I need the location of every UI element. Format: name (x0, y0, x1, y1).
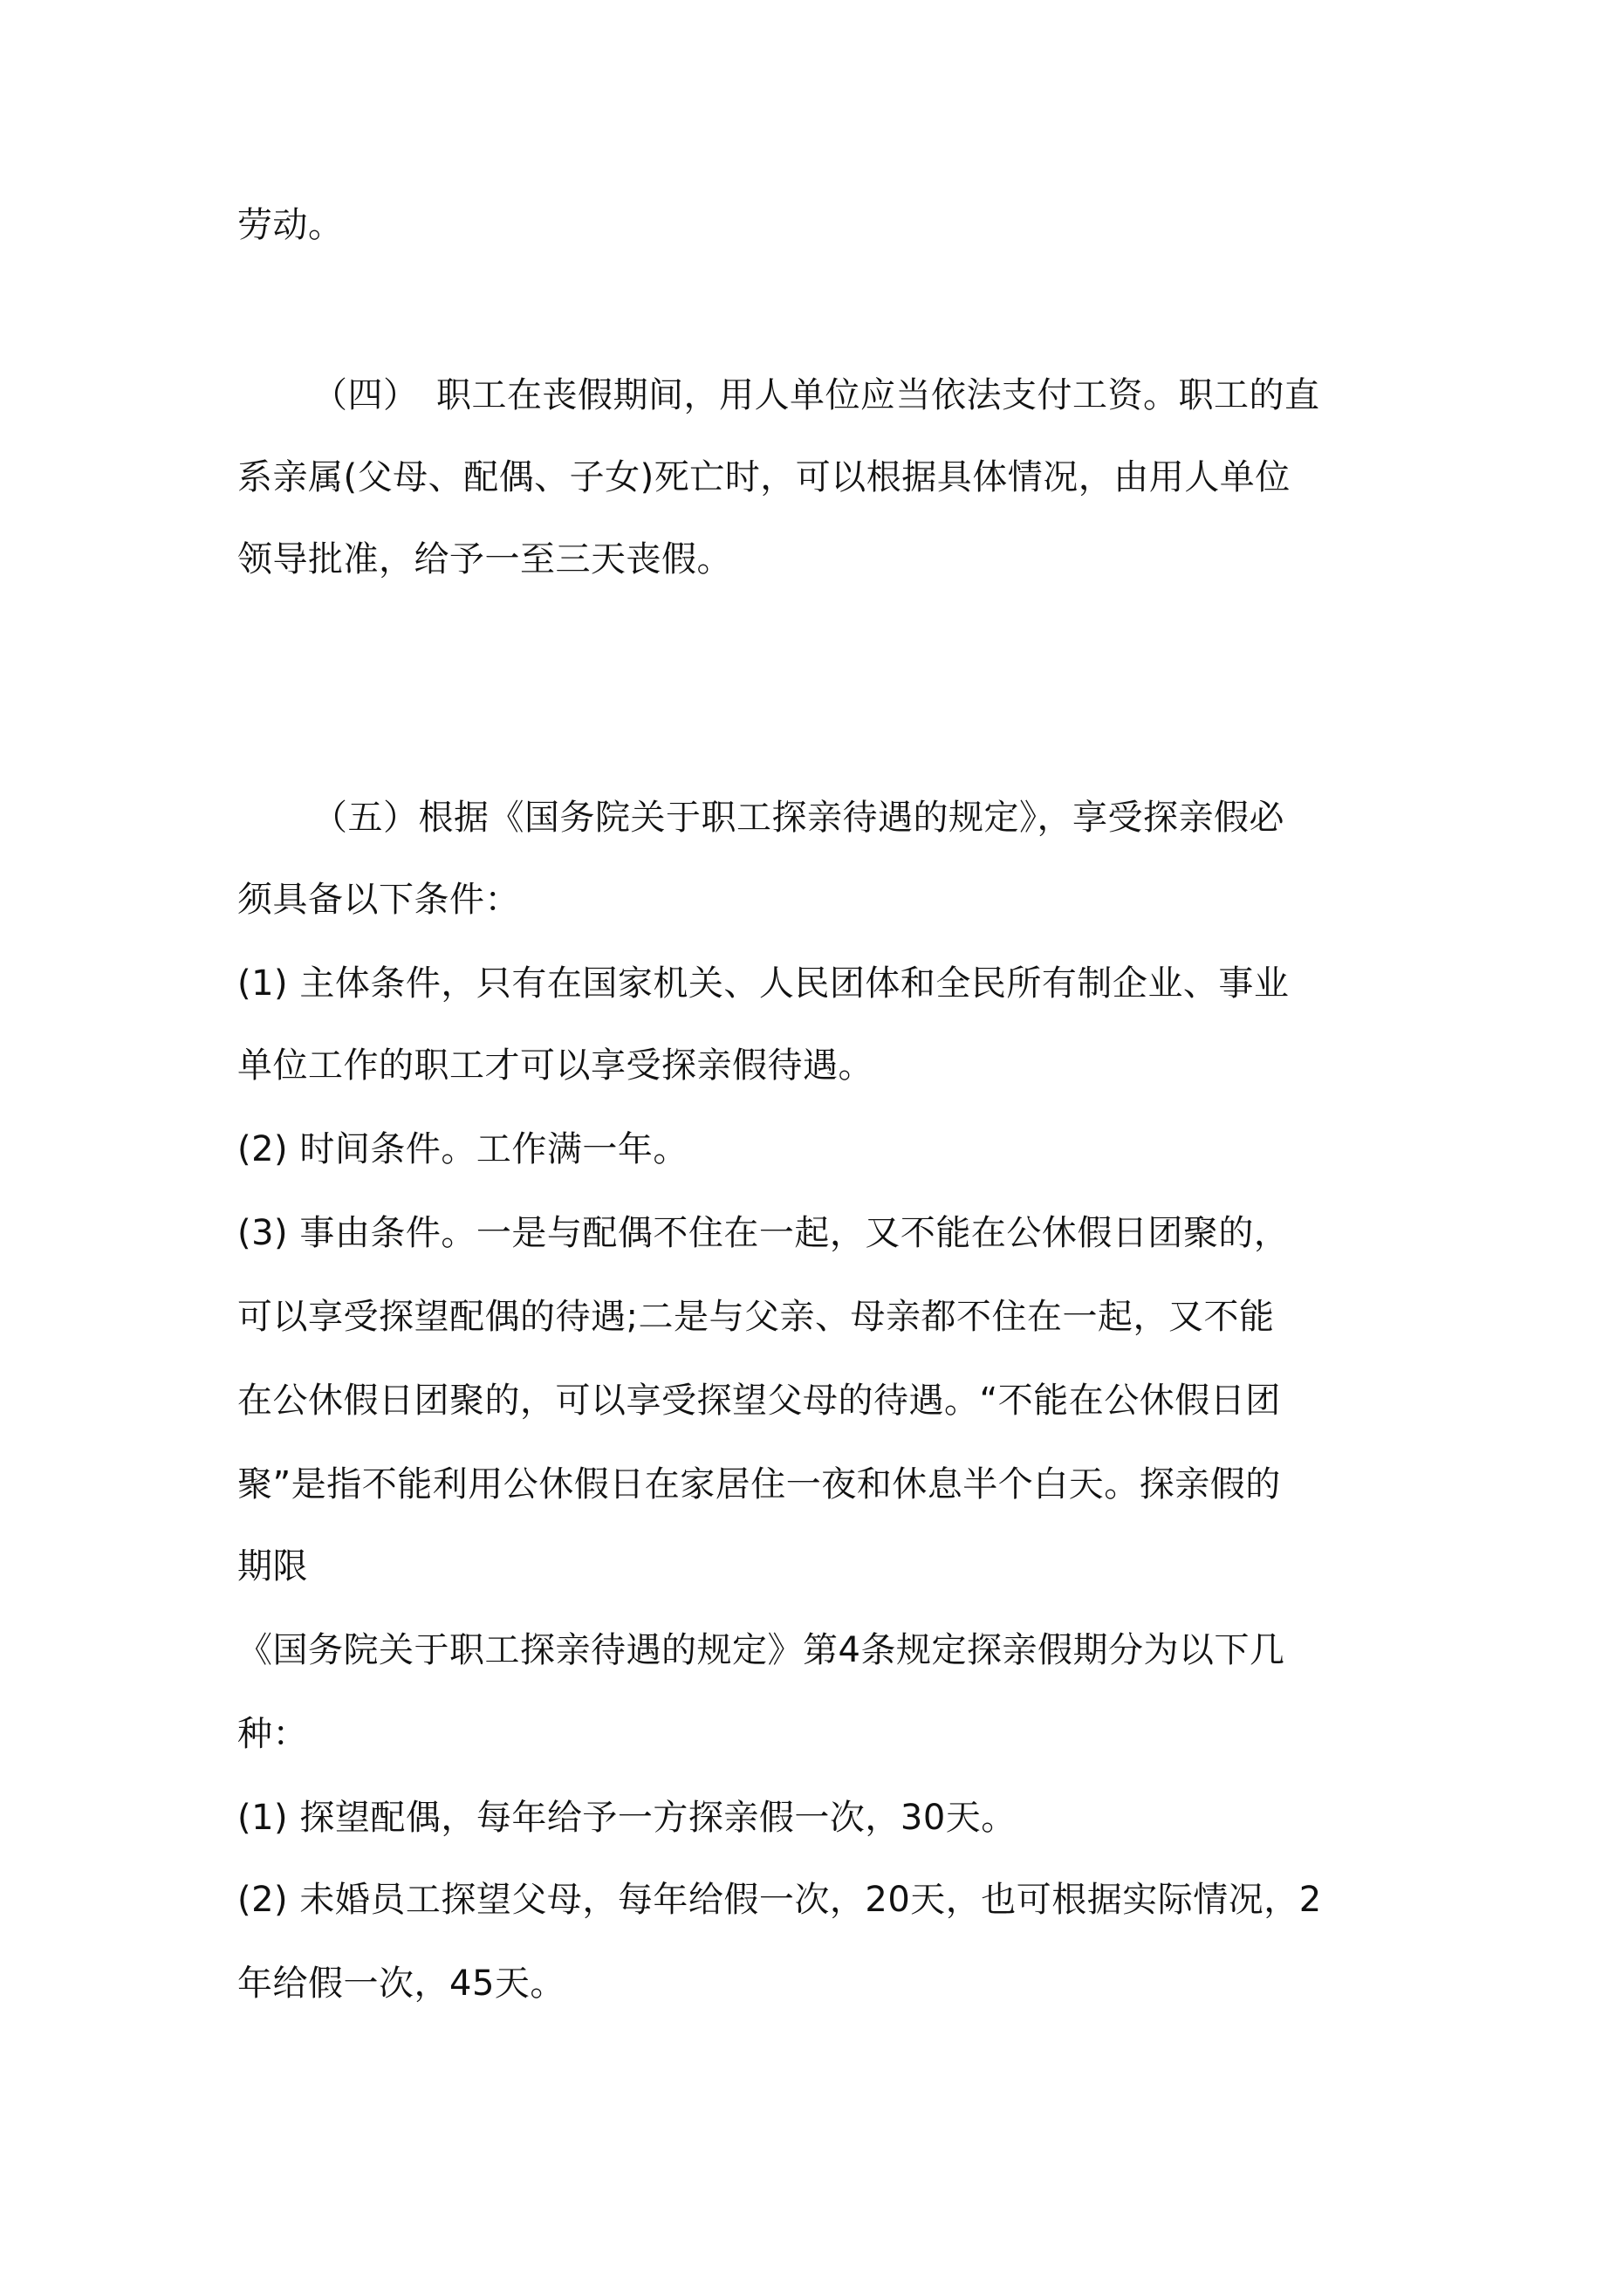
text-line: 领导批准，给予一至三天丧假。 (237, 539, 732, 579)
paragraph-5-line-1: （五）根据《国务院关于职工探亲待遇的规定》，享受探亲假必 (312, 798, 1284, 838)
text-line: 年给假一次，45天。 (237, 1964, 565, 2004)
list-item: (1) 主体条件，只有在国家机关、人民团体和全民所有制企业、事业 (237, 963, 1290, 1004)
list-item: (2) 未婚员工探望父母，每年给假一次，20天，也可根据实际情况，2 (237, 1880, 1322, 1920)
text-line: 单位工作的职工才可以享受探亲假待遇。 (237, 1045, 873, 1086)
paragraph-4-line-1: （四） 职工在丧假期间，用人单位应当依法支付工资。职工的直 (312, 375, 1320, 415)
text-line: 系亲属(父母、配偶、子女)死亡时，可以根据具体情况，由用人单位 (237, 457, 1291, 497)
text-line: 聚”是指不能利用公休假日在家居住一夜和休息半个白天。探亲假的 (237, 1464, 1281, 1504)
list-item: (3) 事由条件。一是与配偶不住在一起，又不能在公休假日团聚的， (237, 1213, 1290, 1253)
text-line: 《国务院关于职工探亲待遇的规定》第4条规定探亲假期分为以下几 (237, 1630, 1285, 1670)
text-line: 可以享受探望配偶的待遇;二是与父亲、母亲都不住在一起，又不能 (237, 1297, 1275, 1337)
list-item: (1) 探望配偶，每年给予一方探亲假一次，30天。 (237, 1798, 1017, 1838)
text-line: 种： (237, 1714, 308, 1754)
text-line: 须具备以下条件： (237, 880, 520, 920)
text-line: 劳动。 (237, 205, 344, 245)
text-line: 在公休假日团聚的，可以享受探望父母的待遇。“不能在公休假日团 (237, 1381, 1281, 1421)
text-line: 期限 (237, 1546, 308, 1587)
list-item: (2) 时间条件。工作满一年。 (237, 1129, 688, 1169)
